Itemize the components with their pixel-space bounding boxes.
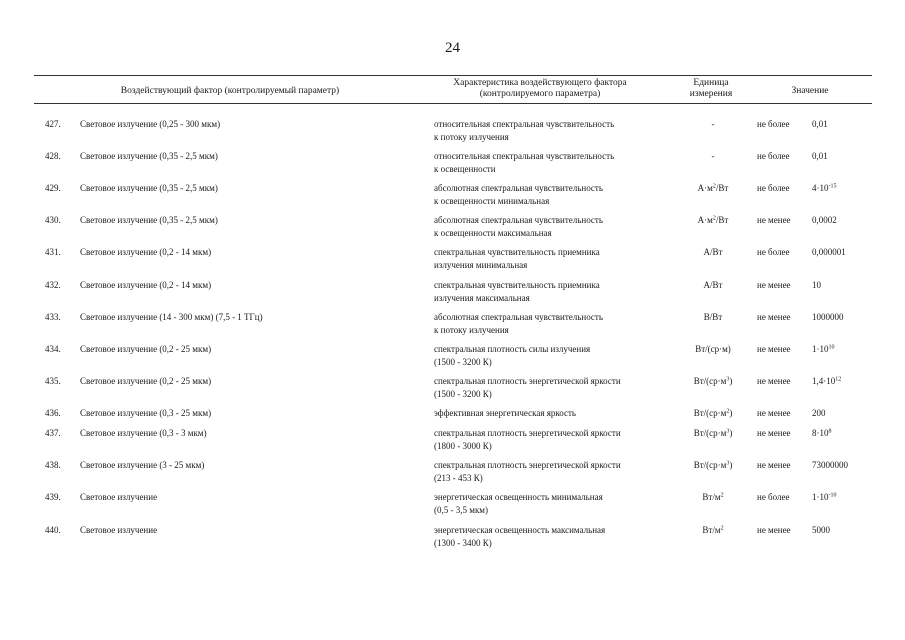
row-unit-exponent: 2: [712, 215, 716, 222]
row-factor: Световое излучение (0,2 - 14 мкм): [80, 247, 212, 257]
row-factor: Световое излучение (0,35 - 2,5 мкм): [80, 215, 218, 225]
row-characteristic-line1: спектральная плотность энергетической яркости: [434, 460, 621, 470]
row-unit-base: Вт/(ср·м: [693, 428, 727, 438]
row-value: [812, 279, 821, 292]
row-factor: Световое излучение (0,2 - 14 мкм): [80, 280, 212, 290]
row-unit-base: Вт/(ср·м: [693, 376, 727, 386]
row-characteristic-line2: излучения максимальная: [434, 292, 530, 303]
row-condition: не менее: [757, 312, 791, 322]
row-characteristic-line1: спектральная плотность силы излучения: [434, 344, 591, 354]
row-characteristic-line1: энергетическая освещенность максимальная: [434, 525, 606, 535]
row-characteristic: [434, 214, 603, 239]
row-unit-base: Вт/м: [702, 492, 721, 502]
header-unit-line1: Единица: [693, 78, 729, 88]
row-value: [812, 524, 830, 537]
row-unit-base: А/Вт: [703, 280, 723, 290]
row-factor: Световое излучение (0,3 - 25 мкм): [80, 408, 212, 418]
row-unit-exponent: 2: [726, 408, 730, 415]
row-characteristic-line1: относительная спектральная чувствительность: [434, 151, 615, 161]
row-value-exponent: 10: [828, 344, 835, 351]
row-characteristic: [434, 182, 603, 207]
row-characteristic-line2: к освещенности максимальная: [434, 227, 552, 238]
row-value-base: 0,0002: [812, 215, 837, 225]
row-unit-exponent: 2: [720, 492, 724, 499]
row-unit-exponent: 3: [726, 460, 730, 467]
row-value-base: 200: [812, 408, 826, 418]
row-characteristic-line2: к освещенности минимальная: [434, 195, 550, 206]
row-unit-exponent: 3: [726, 428, 730, 435]
row-value-base: 0,000001: [812, 247, 846, 257]
row-characteristic-line2: (213 - 453 К): [434, 472, 483, 483]
row-characteristic-line1: спектральная плотность энергетической яркости: [434, 428, 621, 438]
row-characteristic: [434, 459, 621, 484]
row-factor: Световое излучение: [80, 525, 158, 535]
row-characteristic-line2: (1500 - 3200 К): [434, 356, 492, 367]
row-condition: не менее: [757, 525, 791, 535]
row-value: [812, 459, 848, 472]
row-number: 433.: [45, 312, 61, 322]
row-unit-base: А·м: [697, 183, 713, 193]
row-characteristic-line2: к освещенности: [434, 163, 496, 174]
row-value: [812, 375, 841, 388]
row-factor: Световое излучение (0,35 - 2,5 мкм): [80, 183, 218, 193]
row-number: 437.: [45, 428, 61, 438]
row-value: [812, 214, 837, 227]
row-value-base: 73000000: [812, 460, 848, 470]
row-characteristic: [434, 118, 614, 143]
row-unit: [672, 375, 754, 388]
row-number: 434.: [45, 344, 61, 354]
row-condition: не более: [757, 492, 790, 502]
row-number: 427.: [45, 119, 61, 129]
row-characteristic-line2: (1500 - 3200 К): [434, 388, 492, 399]
row-unit-base: -: [711, 119, 715, 129]
row-value: [812, 246, 846, 259]
row-value: [812, 182, 837, 195]
row-value-base: 1,4·10: [812, 376, 836, 386]
row-number: 436.: [45, 408, 61, 418]
row-factor: Световое излучение (3 - 25 мкм): [80, 460, 205, 470]
row-unit-suffix: ): [729, 428, 733, 438]
row-unit: [672, 118, 754, 131]
row-number: 432.: [45, 280, 61, 290]
page-number: 24: [445, 40, 460, 56]
row-number: 438.: [45, 460, 61, 470]
row-factor: Световое излучение (14 - 300 мкм) (7,5 - 1 ТГц): [80, 312, 263, 322]
table-header-rule: [34, 103, 872, 104]
row-value: [812, 427, 832, 440]
row-value-base: 8·10: [812, 428, 829, 438]
row-number: 435.: [45, 376, 61, 386]
row-condition: не более: [757, 151, 790, 161]
row-number: 440.: [45, 525, 61, 535]
row-unit-base: А·м: [697, 215, 713, 225]
row-value-exponent: 8: [828, 428, 832, 435]
row-value: [812, 118, 828, 131]
row-value-base: 1000000: [812, 312, 844, 322]
row-value-exponent: 12: [835, 376, 842, 383]
row-unit-suffix: /Вт: [715, 215, 729, 225]
row-characteristic: [434, 491, 603, 516]
row-condition: не менее: [757, 460, 791, 470]
row-characteristic-line1: эффективная энергетическая яркость: [434, 408, 577, 418]
row-value: [812, 407, 826, 420]
row-factor: Световое излучение (0,35 - 2,5 мкм): [80, 151, 218, 161]
row-number: 428.: [45, 151, 61, 161]
row-characteristic-line2: излучения минимальная: [434, 259, 528, 270]
row-value: [812, 150, 828, 163]
row-unit-base: Вт/(ср·м: [693, 460, 727, 470]
row-unit-base: Вт/м: [702, 525, 721, 535]
row-characteristic: [434, 343, 590, 368]
row-unit: [672, 427, 754, 440]
row-characteristic-line2: (1300 - 3400 К): [434, 537, 492, 548]
row-characteristic: [434, 246, 600, 271]
row-condition: не менее: [757, 376, 791, 386]
row-characteristic: [434, 279, 600, 304]
row-number: 430.: [45, 215, 61, 225]
row-value-exponent: -10: [828, 492, 837, 499]
row-condition: не менее: [757, 408, 791, 418]
row-number: 429.: [45, 183, 61, 193]
row-characteristic-line1: абсолютная спектральная чувствительность: [434, 215, 603, 225]
header-characteristic-line1: Характеристика воздействующего фактора: [453, 78, 627, 88]
row-condition: не менее: [757, 280, 791, 290]
row-unit: [672, 150, 754, 163]
row-characteristic: [434, 311, 603, 336]
row-number: 439.: [45, 492, 61, 502]
row-value-base: 1·10: [812, 344, 829, 354]
row-unit-suffix: ): [729, 408, 733, 418]
row-unit: [672, 524, 754, 537]
row-characteristic: [434, 524, 605, 549]
row-unit-exponent: 3: [726, 376, 730, 383]
row-unit: [672, 214, 754, 227]
row-number: 431.: [45, 247, 61, 257]
row-characteristic-line1: спектральная чувствительность приемника: [434, 280, 600, 290]
row-factor: Световое излучение (0,2 - 25 мкм): [80, 344, 212, 354]
row-condition: не более: [757, 183, 790, 193]
row-characteristic-line1: спектральная чувствительность приемника: [434, 247, 600, 257]
row-factor: Световое излучение (0,25 - 300 мкм): [80, 119, 221, 129]
row-value-exponent: -15: [828, 183, 837, 190]
row-unit-base: В/Вт: [703, 312, 723, 322]
table-top-rule: [34, 75, 872, 76]
row-unit-suffix: ): [729, 460, 733, 470]
header-unit: [670, 78, 752, 100]
row-characteristic-line1: относительная спектральная чувствительность: [434, 119, 615, 129]
row-unit: [672, 491, 754, 504]
row-unit: [672, 246, 754, 259]
row-value-base: 0,01: [812, 151, 828, 161]
row-value: [812, 311, 844, 324]
row-factor: Световое излучение: [80, 492, 158, 502]
row-factor: Световое излучение (0,2 - 25 мкм): [80, 376, 212, 386]
header-characteristic-line2: (контролируемого параметра): [479, 89, 601, 99]
row-condition: не более: [757, 247, 790, 257]
row-unit-base: -: [711, 151, 715, 161]
row-unit-base: Вт/(ср·м): [695, 344, 731, 354]
row-factor: Световое излучение (0,3 - 3 мкм): [80, 428, 207, 438]
row-value-base: 1·10: [812, 492, 829, 502]
row-unit: [672, 279, 754, 292]
header-value: Значение: [791, 86, 829, 96]
row-characteristic: [434, 407, 576, 420]
row-unit: [672, 311, 754, 324]
row-value: [812, 343, 835, 356]
row-characteristic-line2: к потоку излучения: [434, 324, 509, 335]
row-characteristic-line1: энергетическая освещенность минимальная: [434, 492, 603, 502]
row-characteristic: [434, 427, 621, 452]
row-unit: [672, 459, 754, 472]
row-characteristic-line1: спектральная плотность энергетической яркости: [434, 376, 621, 386]
row-unit: [672, 182, 754, 195]
row-unit-exponent: 2: [720, 525, 724, 532]
header-characteristic: [410, 78, 670, 100]
row-unit-exponent: 2: [712, 183, 716, 190]
row-value-base: 0,01: [812, 119, 828, 129]
row-condition: не менее: [757, 428, 791, 438]
row-characteristic: [434, 150, 614, 175]
row-characteristic-line2: (1800 - 3000 К): [434, 440, 492, 451]
row-characteristic-line1: абсолютная спектральная чувствительность: [434, 183, 603, 193]
header-factor: Воздействующий фактор (контролируемый параметр): [120, 86, 340, 96]
row-unit-suffix: ): [729, 376, 733, 386]
row-unit-base: Вт/(ср·м: [693, 408, 727, 418]
row-characteristic-line1: абсолютная спектральная чувствительность: [434, 312, 603, 322]
header-unit-line2: измерения: [689, 89, 733, 99]
row-condition: не менее: [757, 215, 791, 225]
row-unit: [672, 343, 754, 356]
row-unit-base: А/Вт: [703, 247, 723, 257]
row-unit-suffix: /Вт: [715, 183, 729, 193]
row-value-base: 5000: [812, 525, 830, 535]
row-value-base: 4·10: [812, 183, 829, 193]
row-characteristic: [434, 375, 621, 400]
row-condition: не менее: [757, 344, 791, 354]
row-condition: не более: [757, 119, 790, 129]
row-characteristic-line2: (0,5 - 3,5 мкм): [434, 504, 489, 515]
row-value: [812, 491, 837, 504]
row-unit: [672, 407, 754, 420]
row-characteristic-line2: к потоку излучения: [434, 131, 509, 142]
row-value-base: 10: [812, 280, 821, 290]
